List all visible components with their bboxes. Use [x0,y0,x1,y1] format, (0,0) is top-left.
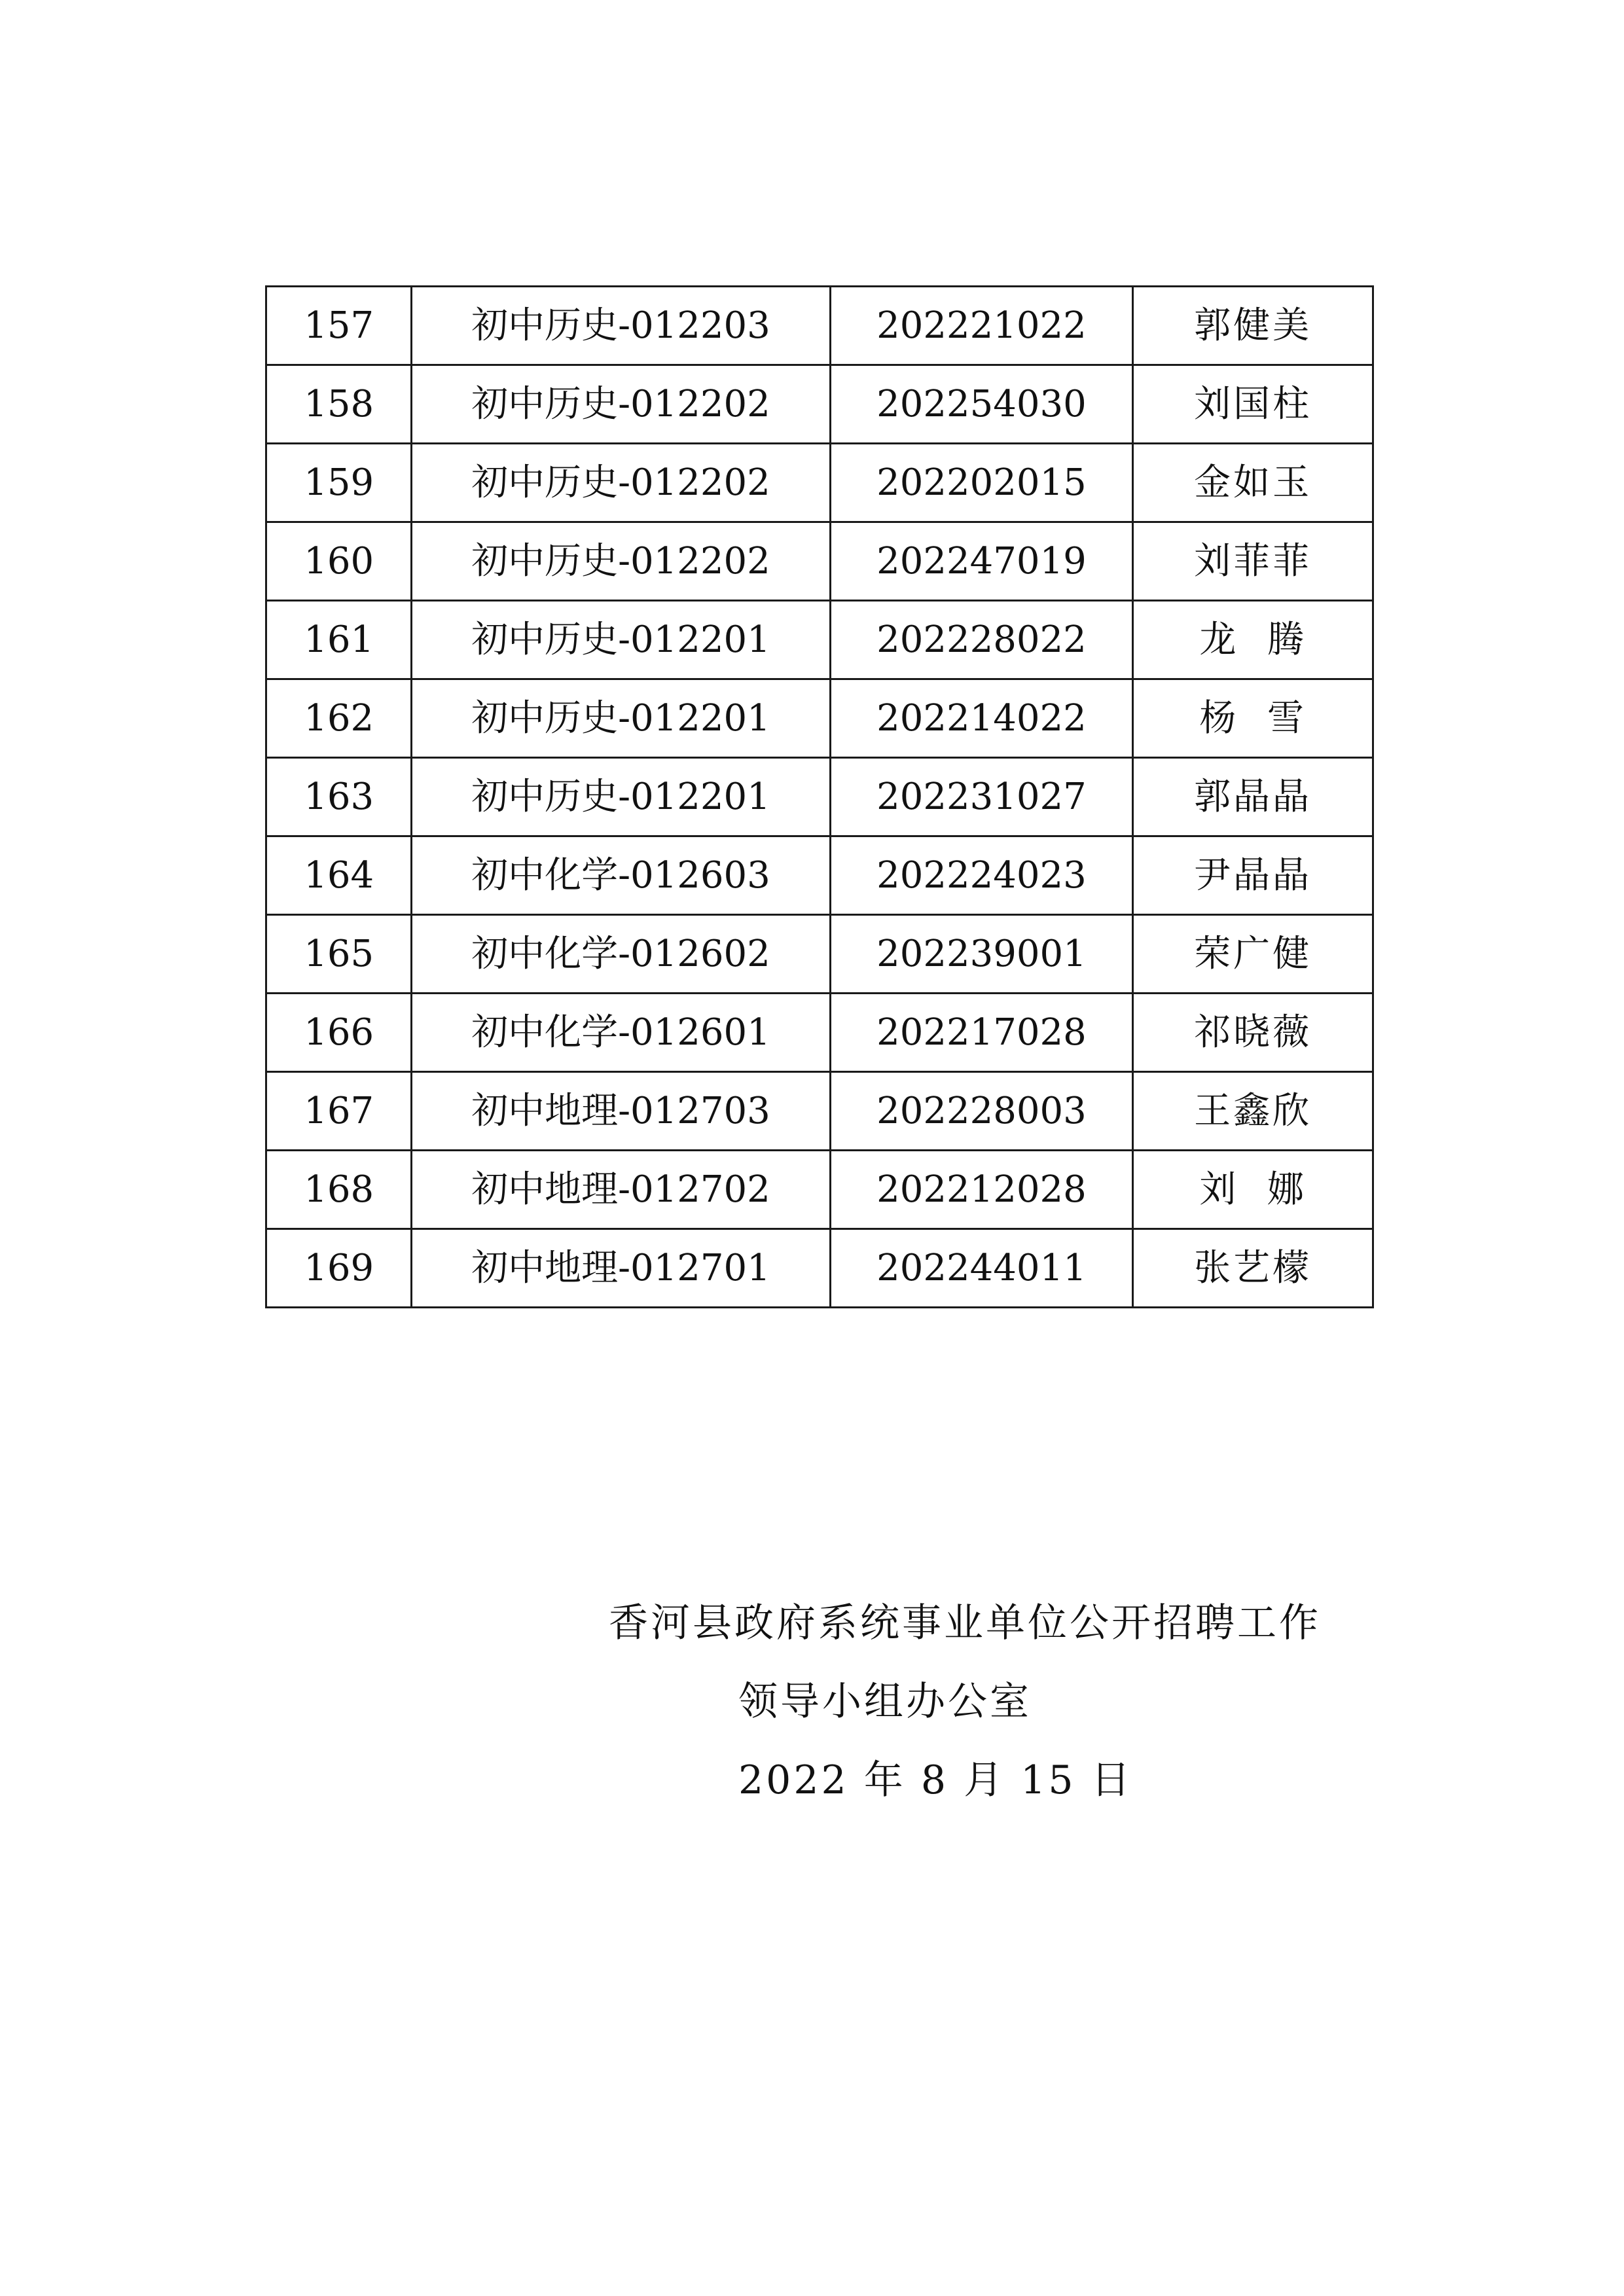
cell-name: 龙 腾 [1133,601,1373,679]
cell-position: 初中历史-012203 [412,287,830,365]
cell-number: 157 [266,287,412,365]
cell-number: 168 [266,1151,412,1229]
cell-position: 初中历史-012201 [412,758,830,836]
cell-position: 初中历史-012201 [412,679,830,758]
cell-exam-id: 202217028 [830,994,1133,1072]
cell-position: 初中化学-012603 [412,836,830,915]
cell-name: 刘 娜 [1133,1151,1373,1229]
cell-name: 刘菲菲 [1133,522,1373,601]
table-row [266,444,1373,522]
table-row [266,915,1373,994]
table-row [266,836,1373,915]
cell-exam-id: 202202015 [830,444,1133,522]
cell-position: 初中化学-012602 [412,915,830,994]
cell-position: 初中历史-012201 [412,601,830,679]
cell-exam-id: 202239001 [830,915,1133,994]
cell-number: 159 [266,444,412,522]
cell-name: 王鑫欣 [1133,1072,1373,1151]
cell-number: 160 [266,522,412,601]
cell-exam-id: 202231027 [830,758,1133,836]
table-row [266,601,1373,679]
cell-number: 169 [266,1229,412,1308]
table-row [266,994,1373,1072]
table-row [266,287,1373,365]
candidate-table-body [266,287,1373,1308]
issuer-line-1: 香河县政府系统事业单位公开招聘工作 [609,1600,1321,1646]
cell-exam-id: 202224023 [830,836,1133,915]
cell-position: 初中历史-012202 [412,522,830,601]
cell-number: 164 [266,836,412,915]
cell-exam-id: 202228003 [830,1072,1133,1151]
cell-number: 166 [266,994,412,1072]
cell-name: 刘国柱 [1133,365,1373,444]
cell-name: 祁晓薇 [1133,994,1373,1072]
cell-number: 165 [266,915,412,994]
cell-position: 初中地理-012702 [412,1151,830,1229]
cell-name: 郭健美 [1133,287,1373,365]
table-row [266,1151,1373,1229]
cell-exam-id: 202214022 [830,679,1133,758]
cell-name: 杨 雪 [1133,679,1373,758]
cell-name: 尹晶晶 [1133,836,1373,915]
cell-number: 167 [266,1072,412,1151]
cell-exam-id: 202247019 [830,522,1133,601]
table-row [266,365,1373,444]
table-row [266,1072,1373,1151]
cell-position: 初中地理-012701 [412,1229,830,1308]
cell-name: 张艺檬 [1133,1229,1373,1308]
table-row [266,1229,1373,1308]
cell-exam-id: 202221022 [830,287,1133,365]
cell-exam-id: 202212028 [830,1151,1133,1229]
cell-exam-id: 202254030 [830,365,1133,444]
cell-number: 162 [266,679,412,758]
issue-date: 2022 年 8 月 15 日 [738,1757,1133,1803]
candidate-table [265,285,1374,1308]
cell-number: 158 [266,365,412,444]
cell-position: 初中历史-012202 [412,444,830,522]
cell-name: 金如玉 [1133,444,1373,522]
cell-name: 荣广健 [1133,915,1373,994]
cell-position: 初中化学-012601 [412,994,830,1072]
cell-exam-id: 202244011 [830,1229,1133,1308]
cell-position: 初中历史-012202 [412,365,830,444]
table-row [266,758,1373,836]
cell-number: 163 [266,758,412,836]
cell-name: 郭晶晶 [1133,758,1373,836]
table-row [266,679,1373,758]
table-row [266,522,1373,601]
cell-position: 初中地理-012703 [412,1072,830,1151]
issuer-line-2: 领导小组办公室 [738,1679,1032,1725]
cell-exam-id: 202228022 [830,601,1133,679]
cell-number: 161 [266,601,412,679]
